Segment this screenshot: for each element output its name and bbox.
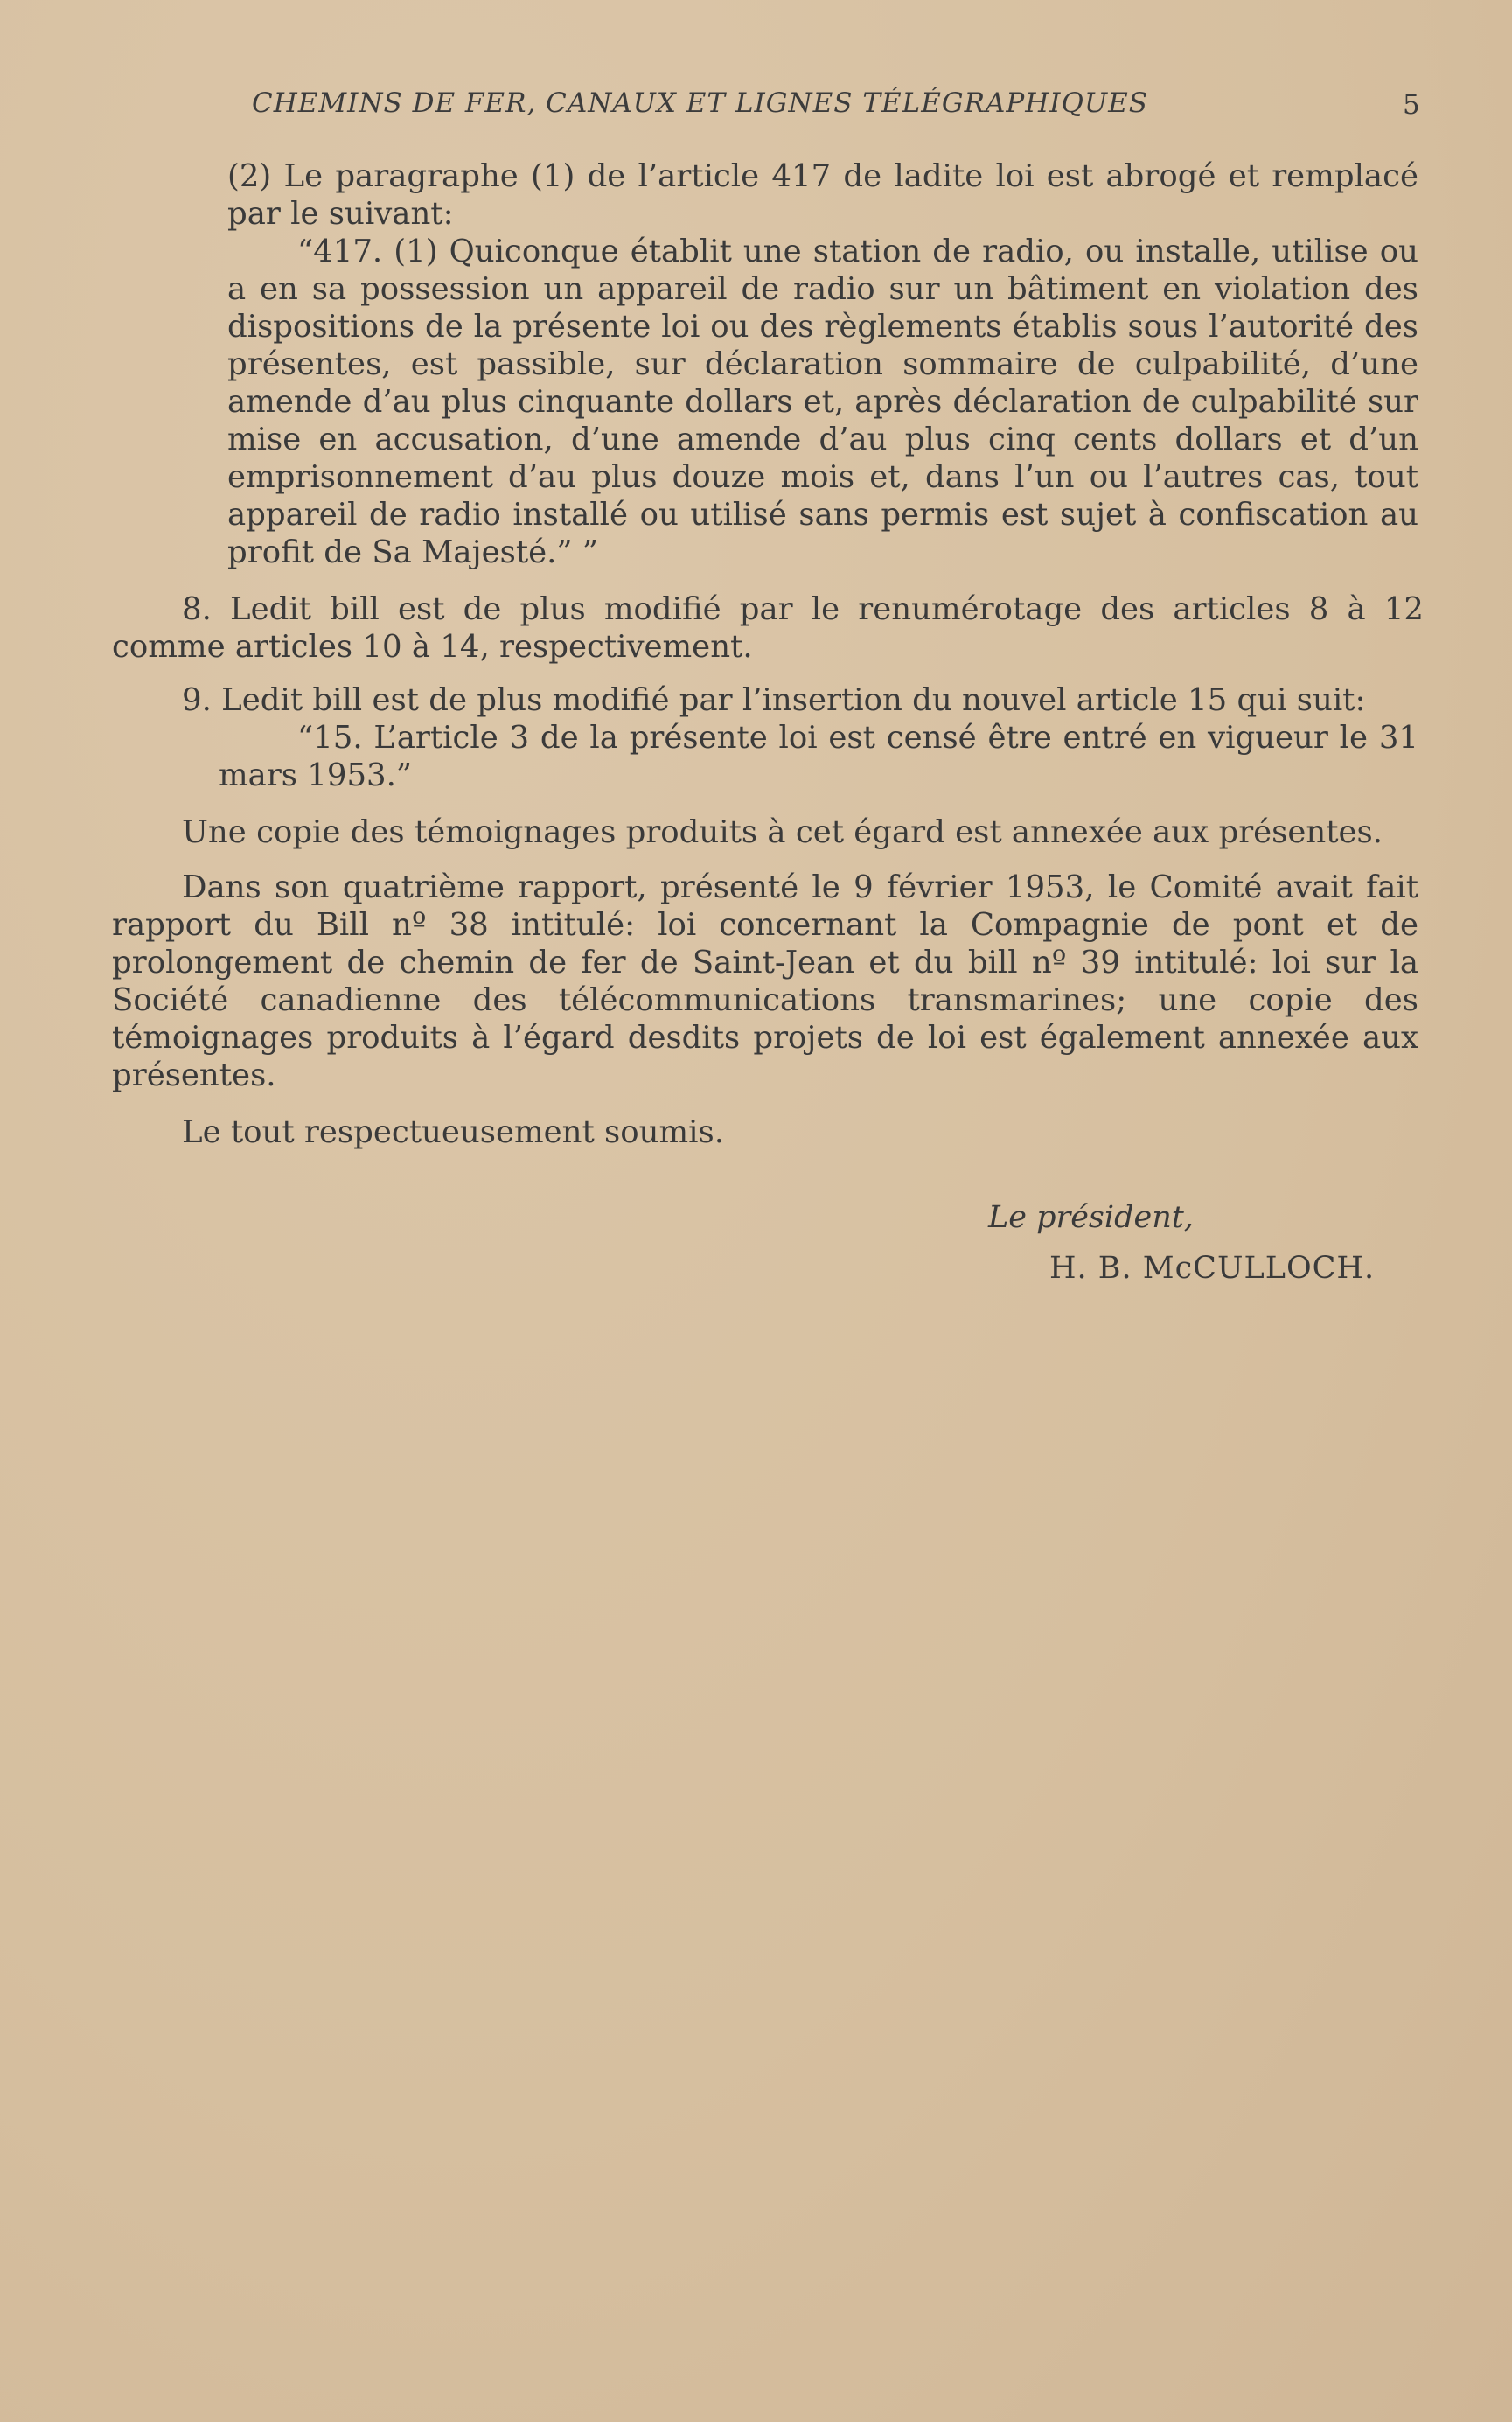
item-8: 8. Ledit bill est de plus modifié par le renumérotage des articles 8 à 12 comme articles 10 à 14, respectivement. [112, 591, 1424, 665]
signature-block [988, 1192, 1375, 1294]
closing-line: Le tout respectueusement soumis. [182, 1114, 725, 1150]
quoted-article-417: “417. (1) Quiconque établit une station de radio, ou installe, utilise ou a en sa possession un appareil de radio sur un bâtiment en violation des dispositions de la présente loi ou des règlements établis sous l’autorité des présentes, est passible, sur déclaration sommaire de culpabilité, d’une amende d’au plus cinquante dollars et, après déclaration de culpabilité sur mise en accusation, d’une amende d’au plus cinq cents dollars et d’un emprisonnement d’au plus douze mois et, dans l’un ou l’autres cas, tout appareil de radio installé ou utilisé sans permis est sujet à confiscation au profit de Sa Majesté.” ” [227, 234, 1418, 570]
running-title: CHEMINS DE FER, CANAUX ET LIGNES TÉLÉGRAPHIQUES [252, 87, 1148, 119]
signature-name: H. B. McCULLOCH. [1049, 1251, 1376, 1286]
quoted-article-15: “15. L’article 3 de la présente loi est censé être entré en vigueur le 31 mars 1953.” [219, 720, 1418, 793]
item-9: 9. Ledit bill est de plus modifié par l’insertion du nouvel article 15 qui suit: [182, 682, 1366, 718]
copy-note: Une copie des témoignages produits à cet égard est annexée aux présentes. [182, 814, 1383, 850]
signature-title: Le président, [988, 1200, 1194, 1235]
paragraph-2: (2) Le paragraphe (1) de l’article 417 de ladite loi est abrogé et remplacé par le suivant: [227, 158, 1418, 232]
fourth-report-paragraph: Dans son quatrième rapport, présenté le 9 février 1953, le Comité avait fait rapport du Bill nº 38 intitulé: loi concernant la Compagnie de pont et de prolongement de chemin de fer de Saint-Jean et du bill nº 39 intitulé: loi sur la Société canadienne des télécommunications transmarines; une copie des témoignages produits à l’égard desdits projets de loi est également annexée aux présentes. [112, 869, 1418, 1093]
body-text [112, 157, 1424, 1151]
page-number: 5 [1403, 89, 1420, 121]
